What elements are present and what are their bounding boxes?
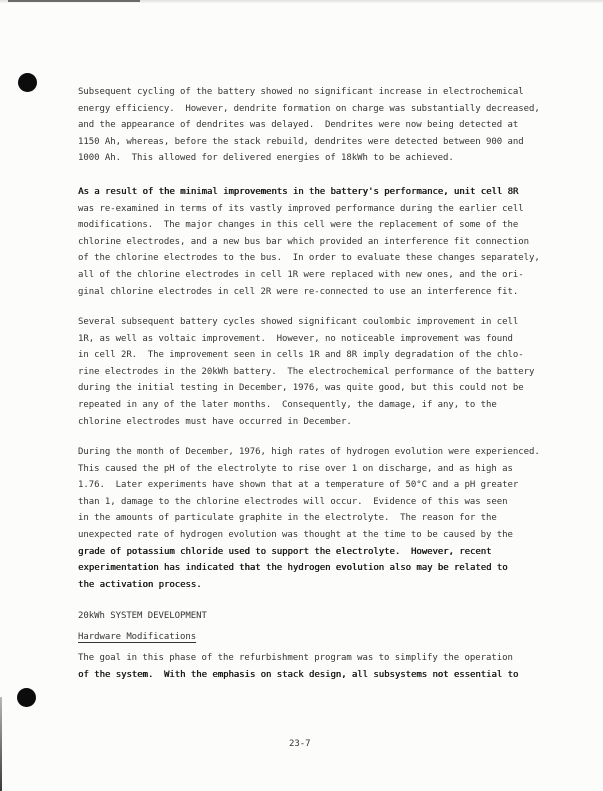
text-line: rine electrodes in the 20kWh battery. The electrochemical performance of the battery	[78, 366, 535, 377]
subsection-heading: Hardware Modifications	[78, 632, 197, 642]
text-line: This caused the pH of the electrolyte to rise over 1 on discharge, and as high as	[78, 463, 513, 474]
text-line: during the initial testing in December, 1976, was quite good, but this could not be	[78, 383, 524, 394]
text-line: 1150 Ah, whereas, before the stack rebuild, dendrites were detected between 900 and	[78, 136, 524, 147]
text-line: Several subsequent battery cycles showed significant coulombic improvement in cell	[78, 317, 519, 327]
page-number: 23-7	[289, 739, 311, 749]
text-line: unexpected rate of hydrogen evolution was thought at the time to be caused by the	[78, 529, 513, 540]
hole-punch-top	[18, 73, 37, 92]
text-line: in the amounts of particulate graphite in the electrolyte. The reason for the	[78, 513, 497, 524]
text-line: experimentation has indicated that the hydrogen evolution also may be related to	[78, 563, 508, 574]
text-line: 1000 Ah. This allowed for delivered energies of 18kWh to be achieved.	[78, 153, 454, 164]
hole-punch-bottom	[17, 688, 36, 707]
text-line: modifications. The major changes in this cell were the replacement of some of the	[78, 220, 519, 231]
paragraph-cell-8r-reexamined	[78, 184, 540, 300]
text-line: the activation process.	[78, 579, 202, 590]
paragraph-coulombic-improvement	[78, 314, 534, 430]
text-line: of the system. With the emphasis on stack design, all subsystems not essential to	[78, 669, 519, 680]
text-line: of the chlorine electrodes to the bus. In order to evaluate these changes separately,	[78, 253, 540, 264]
paragraph-refurbishment-goal	[78, 650, 518, 683]
text-line: all of the chlorine electrodes in cell 1R were replaced with new ones, and the ori-	[78, 269, 524, 280]
text-line: energy efficiency. However, dendrite formation on charge was substantially decreased,	[78, 103, 540, 114]
text-line: 1R, as well as voltaic improvement. However, no noticeable improvement was found	[78, 333, 513, 344]
text-line: Subsequent cycling of the battery showed no significant increase in electrochemical	[78, 87, 524, 97]
paragraph-hydrogen-evolution	[78, 444, 540, 593]
text-line: and the appearance of dendrites was delayed. Dendrites were now being detected at	[78, 120, 519, 131]
text-line: chlorine electrodes, and a new bus bar which provided an interference fit connection	[78, 236, 529, 247]
paragraph-battery-cycling	[78, 84, 540, 167]
text-line: As a result of the minimal improvements in the battery's performance, unit cell 8R	[78, 187, 519, 197]
scan-edge-top-dark-artifact	[8, 0, 140, 2]
text-line: The goal in this phase of the refurbishment program was to simplify the operation	[78, 653, 513, 663]
text-line: grade of potassium chloride used to support the electrolyte. However, recent	[78, 546, 492, 557]
text-line: During the month of December, 1976, high rates of hydrogen evolution were experienced.	[78, 447, 540, 457]
text-line: chlorine electrodes must have occurred in December.	[78, 416, 352, 427]
text-line: ginal chlorine electrodes in cell 2R were re-connected to use an interference fit.	[78, 286, 519, 297]
text-line: repeated in any of the later months. Consequently, the damage, if any, to the	[78, 399, 497, 410]
text-line: than 1, damage to the chlorine electrodes will occur. Evidence of this was seen	[78, 496, 508, 507]
text-line: 1.76. Later experiments have shown that at a temperature of 50°C and a pH greater	[78, 480, 519, 491]
text-line: in cell 2R. The improvement seen in cells 1R and 8R imply degradation of the chlo-	[78, 350, 524, 361]
text-line: was re-examined in terms of its vastly improved performance during the earlier cell	[78, 203, 524, 214]
scan-edge-left-artifact	[0, 697, 2, 791]
section-heading: 20kWh SYSTEM DEVELOPMENT	[78, 611, 207, 621]
